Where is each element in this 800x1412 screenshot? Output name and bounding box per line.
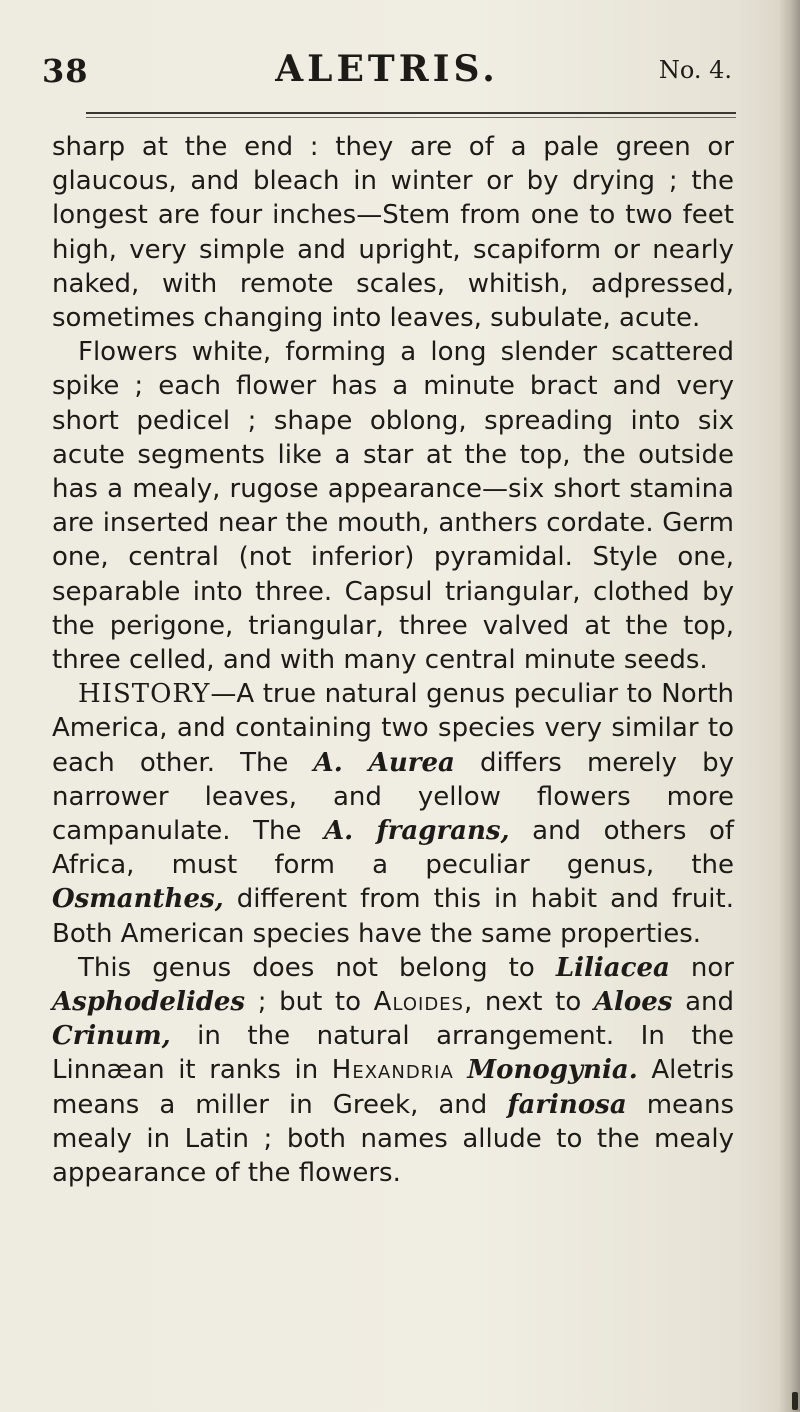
order-monogynia: Monogynia. xyxy=(467,1055,638,1086)
class-text-8: Aletris means a miller in Greek, and xyxy=(52,1055,734,1120)
class-text-2: nor xyxy=(669,952,734,983)
genus-crinum: Crinum, xyxy=(52,1021,171,1052)
issue-number: No. 4. xyxy=(658,56,732,84)
history-text-3: and others of Africa, must form a peculiar genus, the xyxy=(52,816,735,881)
species-farinosa: farinosa xyxy=(507,1089,627,1120)
header-rule xyxy=(86,112,736,114)
page-header xyxy=(42,44,732,100)
history-text-2: differs merely by narrower leaves, and yellow flowers more campanulate. The xyxy=(52,747,734,847)
order-aloides: Aloides xyxy=(373,987,464,1018)
history-text-1: —A true natural genus peculiar to North America, and containing two species very similar to each other. The xyxy=(52,679,734,778)
class-text-5: and xyxy=(672,987,734,1018)
order-asphodelides: Asphodelides xyxy=(52,987,246,1018)
page-edge-mark xyxy=(792,1392,798,1410)
class-text-6: in the natural arrangement. In the Linnæan it ranks in xyxy=(52,1021,734,1086)
order-liliacea: Liliacea xyxy=(555,952,670,983)
page-number: 38 xyxy=(42,52,89,90)
header-rule-thin xyxy=(86,117,736,118)
class-text-3: ; but to xyxy=(245,987,374,1018)
page-edge-shadow xyxy=(778,0,800,1412)
genus-osmanthes: Osmanthes, xyxy=(52,884,224,915)
paragraph-classification xyxy=(52,951,734,1190)
paragraph-history xyxy=(52,677,734,951)
class-text-7 xyxy=(454,1055,468,1085)
species-aurea: A. Aurea xyxy=(313,747,455,778)
history-text-4: different from this in habit and fruit. Both American species have the same properties. xyxy=(52,884,734,949)
class-text-4: , next to xyxy=(463,987,594,1018)
species-fragrans: A. fragrans, xyxy=(324,816,510,847)
history-label: HISTORY xyxy=(78,679,211,710)
running-title: ALETRIS. xyxy=(275,48,499,90)
paragraph-flowers: Flowers white, forming a long slender scattered spike ; each flower has a minute bract and very short pedicel ; shape oblong, spreading into six acute segments like a star at the top, the outside has a mealy, rugose appearance—six short stamina are inserted near the mouth, anthers cordate. Germ one, central (not inferior) pyramidal. Style one, separable into three. Capsul triangular, clothed by the perigone, triangular, three valved at the top, three celled, and with many central minute seeds. xyxy=(52,337,734,676)
class-text-9: means mealy in Latin ; both names allude to the mealy appearance of the flowers. xyxy=(52,1089,734,1189)
paragraph-description-end: sharp at the end : they are of a pale green or glaucous, and bleach in winter or by drying ; the longest are four inches—Stem from one to two feet high, very simple and upright, scapiform or nearly naked, with remote scales, whitish, adpressed, sometimes changing into leaves, subulate, acute. xyxy=(52,132,734,334)
class-text-1: This genus does not belong to xyxy=(78,952,556,983)
genus-aloes: Aloes xyxy=(593,987,673,1018)
class-hexandria: Hexandria xyxy=(331,1055,454,1086)
page-body xyxy=(52,130,734,1190)
